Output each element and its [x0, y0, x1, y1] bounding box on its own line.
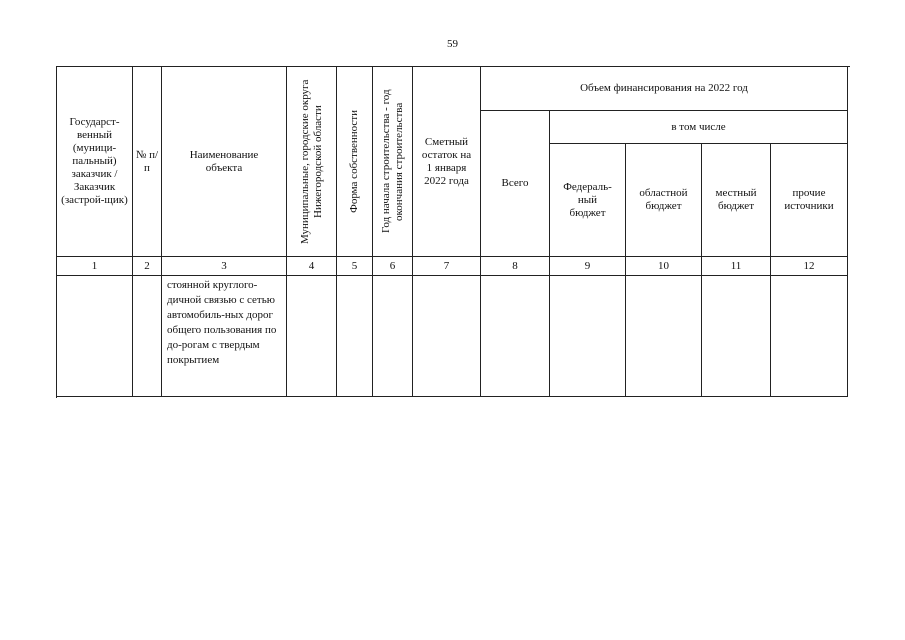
- column-number: 10: [626, 257, 702, 276]
- header-including: в том числе: [550, 111, 848, 144]
- header-ownership: Форма собственности: [348, 110, 360, 213]
- table-cell: [373, 276, 413, 397]
- column-number: 1: [57, 257, 133, 276]
- header-customer: Государст-венный (муници-пальный) заказчик / Заказчик (застрой-щик): [57, 67, 133, 257]
- table-cell: [133, 276, 162, 397]
- financing-table: [56, 66, 850, 398]
- column-number: 6: [373, 257, 413, 276]
- column-number: 11: [702, 257, 771, 276]
- column-number: 7: [413, 257, 481, 276]
- table-cell: [771, 276, 848, 397]
- header-local: местный бюджет: [702, 144, 771, 257]
- table-cell: [626, 276, 702, 397]
- column-number: 12: [771, 257, 848, 276]
- header-regional: областной бюджет: [626, 144, 702, 257]
- header-financing: Объем финансирования на 2022 год: [481, 67, 848, 111]
- table-cell: [550, 276, 626, 397]
- header-num: № п/п: [133, 67, 162, 257]
- header-ownership-cell: [337, 67, 373, 257]
- table-cell: [57, 276, 133, 397]
- table-cell: [337, 276, 373, 397]
- header-estimate: Сметный остаток на 1 января 2022 года: [413, 67, 481, 257]
- table-cell: [481, 276, 550, 397]
- header-other: прочие источники: [771, 144, 848, 257]
- column-number: 9: [550, 257, 626, 276]
- header-years: Год начала строительства - год окончания строительства: [379, 89, 405, 234]
- table-cell: [413, 276, 481, 397]
- object-name-cell: стоянной круглого-дичной связью с сетью автомобиль-ных дорог общего пользования по до-рогам с твердым покрытием: [162, 276, 287, 397]
- column-number: 8: [481, 257, 550, 276]
- column-number: 2: [133, 257, 162, 276]
- column-number: 3: [162, 257, 287, 276]
- header-object-name: Наименование объекта: [162, 67, 287, 257]
- column-number: 4: [287, 257, 337, 276]
- column-number: 5: [337, 257, 373, 276]
- header-municipality-cell: [287, 67, 337, 257]
- header-federal: Федераль-ный бюджет: [550, 144, 626, 257]
- header-municipality: Муниципальные, городские округа Нижегородской области: [298, 79, 324, 244]
- header-years-cell: [373, 67, 413, 257]
- table-cell: [287, 276, 337, 397]
- header-total: Всего: [481, 111, 550, 257]
- page-number: 59: [447, 38, 458, 50]
- table-cell: [702, 276, 771, 397]
